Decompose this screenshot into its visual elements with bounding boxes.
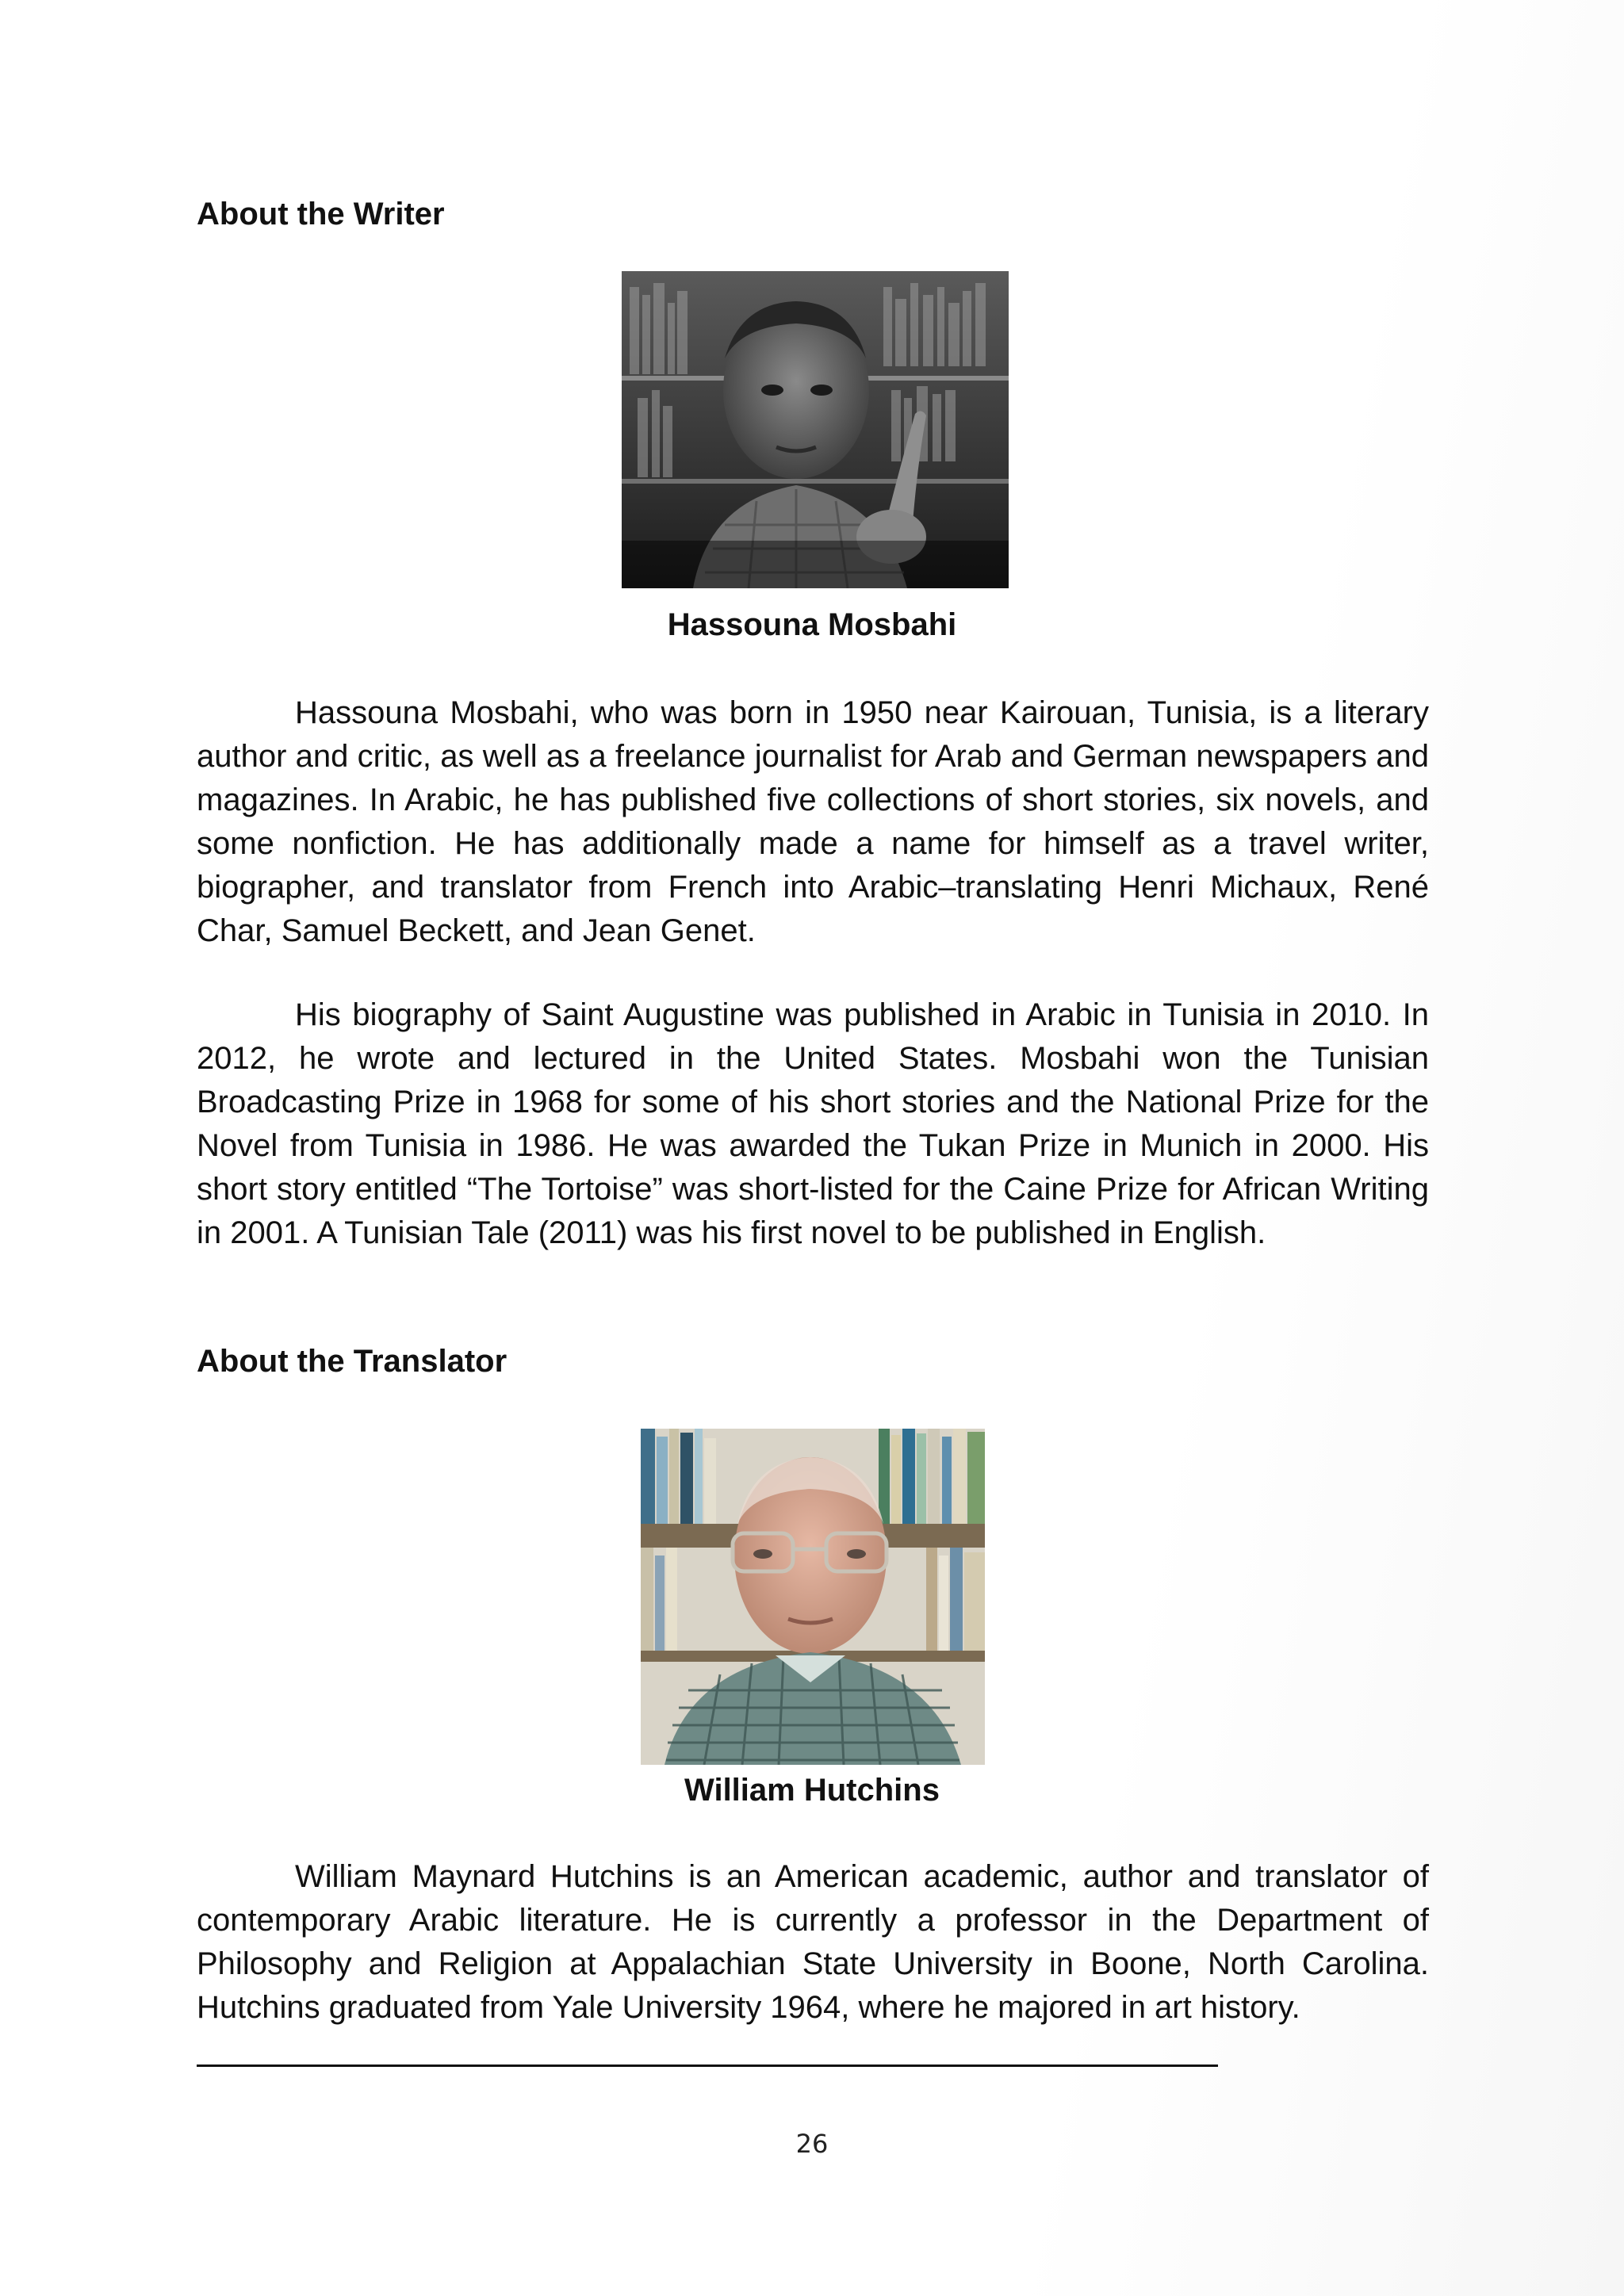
translator-photo [641,1429,985,1765]
writer-section-heading: About the Writer [197,197,445,232]
translator-photo-caption: William Hutchins [684,1773,940,1808]
writer-bio-paragraph-2: His biography of Saint Augustine was published in Arabic in Tunisia in 2010. In 2012, he wrote and lectured in the United States. Mosbahi won the Tunisian Broadcasting Prize in 1968 for some of his short stories and the National Prize for the Novel from Tunisia in 1986. He was awarded the Tukan Prize in Munich in 2000. His short story entitled “The Tortoise” was short-listed for the Caine Prize for African Writing in 2001. A Tunisian Tale (2011) was his first novel to be published in English. [197,997,1429,1250]
translator-bio-paragraph: William Maynard Hutchins is an American academic, author and translator of contemporary Arabic literature. He is currently a professor in the Department of Philosophy and Religion at Appalachian State University in Boone, North Carolina. Hutchins graduated from Yale University 1964, where he majored in art history. [197,1859,1429,2025]
writer-bio-paragraph-1: Hassouna Mosbahi, who was born in 1950 near Kairouan, Tunisia, is a literary author and critic, as well as a freelance journalist for Arab and German newspapers and magazines. In Arabic, he has published five collections of short stories, six novels, and some nonfiction. He has additionally made a name for himself as a travel writer, biographer, and translator from French into Arabic–translating Henri Michaux, René Char, Samuel Beckett, and Jean Genet. [197,695,1429,948]
translator-section-heading: About the Translator [197,1344,508,1379]
page-number: 26 [795,2129,829,2159]
writer-photo [622,271,1009,588]
footnote-divider [197,2064,1218,2067]
writer-photo-caption: Hassouna Mosbahi [667,607,957,642]
